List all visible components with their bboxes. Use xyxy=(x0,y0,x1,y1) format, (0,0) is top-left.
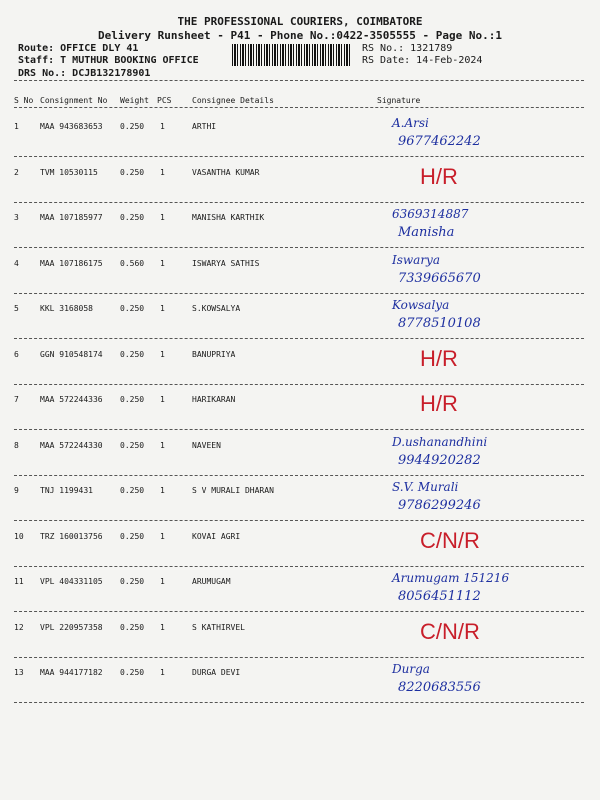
cell-cn: KKL 3168058 xyxy=(40,304,93,313)
cell-cn: MAA 572244336 xyxy=(40,395,103,404)
row-separator xyxy=(14,566,584,567)
signature-line-2: 9944920282 xyxy=(398,453,481,468)
cell-pcs: 1 xyxy=(160,668,165,677)
cell-cn: GGN 910548174 xyxy=(40,350,103,359)
col-consignment: Consignment No xyxy=(40,96,108,105)
signature-line-1: D.ushanandhini xyxy=(392,435,488,449)
signature-line-2: 9786299246 xyxy=(398,498,481,513)
cell-sno: 2 xyxy=(14,168,19,177)
cell-wt: 0.250 xyxy=(120,441,145,450)
row-separator xyxy=(14,702,584,703)
cell-pcs: 1 xyxy=(160,395,165,404)
cell-pcs: 1 xyxy=(160,304,165,313)
cell-cn: TNJ 1199431 xyxy=(40,486,93,495)
status-mark: C/N/R xyxy=(420,619,480,644)
row-separator xyxy=(14,657,584,658)
cell-name: KOVAI AGRI xyxy=(192,532,241,541)
cell-wt: 0.250 xyxy=(120,168,145,177)
row-separator xyxy=(14,293,584,294)
cell-wt: 0.250 xyxy=(120,122,145,131)
cell-cn: MAA 107186175 xyxy=(40,259,103,268)
cell-name: BANUPRIYA xyxy=(192,350,236,359)
row-separator xyxy=(14,338,584,339)
cell-pcs: 1 xyxy=(160,577,165,586)
signature-line-1: Kowsalya xyxy=(392,298,450,312)
cell-cn: MAA 107185977 xyxy=(40,213,103,222)
cell-pcs: 1 xyxy=(160,623,165,632)
rs-date: RS Date: 14-Feb-2024 xyxy=(362,55,483,66)
cell-pcs: 1 xyxy=(160,532,165,541)
signature-line-1: 6369314887 xyxy=(392,207,469,221)
signature-line-1: Iswarya xyxy=(392,253,440,267)
cell-pcs: 1 xyxy=(160,259,165,268)
drs-number: DRS No.: DCJB132178901 xyxy=(18,68,151,79)
signature-line-2: 7339665670 xyxy=(398,271,481,286)
row-separator xyxy=(14,247,584,248)
cell-cn: VPL 220957358 xyxy=(40,623,103,632)
cell-name: ARUMUGAM xyxy=(192,577,231,586)
cell-name: ARTHI xyxy=(192,122,217,131)
cell-wt: 0.250 xyxy=(120,213,145,222)
row-separator xyxy=(14,475,584,476)
route-label: Route: OFFICE DLY 41 xyxy=(18,43,139,54)
cell-sno: 11 xyxy=(14,577,24,586)
cell-wt: 0.250 xyxy=(120,486,145,495)
cell-sno: 5 xyxy=(14,304,19,313)
cell-cn: TVM 10530115 xyxy=(40,168,98,177)
cell-name: S KATHIRVEL xyxy=(192,623,245,632)
signature-line-2: 8778510108 xyxy=(398,316,481,331)
cell-sno: 3 xyxy=(14,213,19,222)
barcode-image xyxy=(232,44,352,66)
cell-name: HARIKARAN xyxy=(192,395,236,404)
col-signature: Signature xyxy=(377,96,421,105)
cell-sno: 7 xyxy=(14,395,19,404)
signature-line-1: Arumugam 151216 xyxy=(392,571,510,585)
cell-wt: 0.250 xyxy=(120,395,145,404)
runsheet-subtitle: Delivery Runsheet - P41 - Phone No.:0422-3505555 - Page No.:1 xyxy=(98,29,502,42)
col-consignee: Consignee Details xyxy=(192,96,274,105)
col-weight: Weight xyxy=(120,96,149,105)
row-separator xyxy=(14,156,584,157)
cell-name: ISWARYA SATHIS xyxy=(192,259,260,268)
cell-name: NAVEEN xyxy=(192,441,221,450)
row-separator xyxy=(14,202,584,203)
cell-wt: 0.250 xyxy=(120,668,145,677)
cell-wt: 0.250 xyxy=(120,532,145,541)
signature-line-1: A.Arsi xyxy=(392,116,429,130)
cell-cn: MAA 572244330 xyxy=(40,441,103,450)
cell-cn: MAA 943683653 xyxy=(40,122,103,131)
signature-line-2: 9677462242 xyxy=(398,134,481,149)
signature-line-1: Durga xyxy=(392,662,430,676)
cell-wt: 0.250 xyxy=(120,623,145,632)
row-separator xyxy=(14,384,584,385)
cell-sno: 9 xyxy=(14,486,19,495)
cell-name: S.KOWSALYA xyxy=(192,304,241,313)
cell-wt: 0.250 xyxy=(120,304,145,313)
cell-name: S V MURALI DHARAN xyxy=(192,486,274,495)
cell-pcs: 1 xyxy=(160,168,165,177)
cell-wt: 0.560 xyxy=(120,259,145,268)
status-mark: H/R xyxy=(420,346,458,371)
status-mark: H/R xyxy=(420,164,458,189)
signature-line-2: Manisha xyxy=(398,225,455,240)
cell-pcs: 1 xyxy=(160,486,165,495)
cell-sno: 13 xyxy=(14,668,24,677)
cell-name: MANISHA KARTHIK xyxy=(192,213,265,222)
row-separator xyxy=(14,611,584,612)
cell-sno: 12 xyxy=(14,623,24,632)
company-title: THE PROFESSIONAL COURIERS, COIMBATORE xyxy=(177,15,423,28)
header-top-rule xyxy=(14,80,584,81)
col-sno: S No xyxy=(14,96,34,105)
cell-name: VASANTHA KUMAR xyxy=(192,168,260,177)
cell-sno: 10 xyxy=(14,532,24,541)
header-bottom-rule xyxy=(14,107,584,108)
cell-pcs: 1 xyxy=(160,213,165,222)
col-pcs: PCS xyxy=(157,96,172,105)
staff-label: Staff: T MUTHUR BOOKING OFFICE xyxy=(18,55,199,66)
status-mark: H/R xyxy=(420,391,458,416)
cell-pcs: 1 xyxy=(160,122,165,131)
cell-cn: TRZ 160013756 xyxy=(40,532,103,541)
cell-sno: 8 xyxy=(14,441,19,450)
signature-line-2: 8056451112 xyxy=(398,589,481,604)
cell-wt: 0.250 xyxy=(120,577,145,586)
signature-line-1: S.V. Murali xyxy=(392,480,459,494)
cell-sno: 1 xyxy=(14,122,19,131)
cell-pcs: 1 xyxy=(160,350,165,359)
row-separator xyxy=(14,520,584,521)
cell-sno: 4 xyxy=(14,259,19,268)
cell-cn: VPL 404331105 xyxy=(40,577,103,586)
rs-number: RS No.: 1321789 xyxy=(362,43,453,54)
cell-wt: 0.250 xyxy=(120,350,145,359)
cell-name: DURGA DEVI xyxy=(192,668,241,677)
row-separator xyxy=(14,429,584,430)
cell-pcs: 1 xyxy=(160,441,165,450)
signature-line-2: 8220683556 xyxy=(398,680,481,695)
cell-cn: MAA 944177182 xyxy=(40,668,103,677)
cell-sno: 6 xyxy=(14,350,19,359)
status-mark: C/N/R xyxy=(420,528,480,553)
